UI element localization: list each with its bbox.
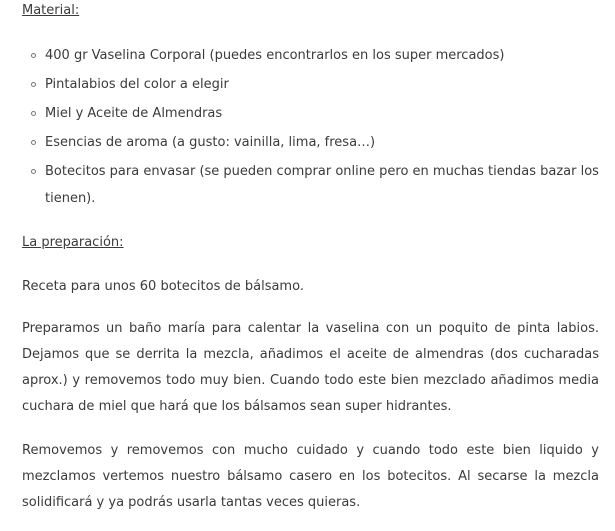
list-item <box>22 100 599 129</box>
bullet-icon <box>31 53 36 58</box>
paragraph: Receta para unos 60 botecitos de bálsamo. <box>22 279 304 294</box>
material-list <box>22 42 599 212</box>
list-item-text: Botecitos para envasar (se pueden comprar online pero en muchas tiendas bazar los tienen). <box>45 164 599 206</box>
list-item-text: Pintalabios del color a elegir <box>45 77 229 92</box>
list-item-text: Esencias de aroma (a gusto: vainilla, lima, fresa…) <box>45 135 376 150</box>
bullet-icon <box>31 169 36 174</box>
bullet-icon <box>31 140 36 145</box>
bullet-icon <box>31 82 36 87</box>
list-item <box>22 158 599 212</box>
paragraph: Removemos y removemos con mucho cuidado y cuando todo este bien liquido y mezclamos vertemos nuestro bálsamo casero en los botecitos. Al secarse la mezcla solidificará y ya podrás usarla tantas veces quieras. <box>22 443 599 510</box>
paragraph: Preparamos un baño maría para calentar la vaselina con un poquito de pinta labios. Dejamos que se derrita la mezcla, añadimos el aceite de almendras (dos cucharadas aprox.) y removemos todo muy bien. Cuando todo este bien mezclado añadimos media cuchara de miel que hará que los bálsamos sean super hidrantes. <box>22 321 599 414</box>
list-item-text: 400 gr Vaselina Corporal (puedes encontrarlos en los super mercados) <box>45 48 505 63</box>
list-item <box>22 42 599 71</box>
list-item <box>22 71 599 100</box>
preparation-heading: La preparación: <box>22 235 124 250</box>
list-item <box>22 129 599 158</box>
material-heading: Material: <box>22 3 80 18</box>
bullet-icon <box>31 111 36 116</box>
list-item-text: Miel y Aceite de Almendras <box>45 106 223 121</box>
